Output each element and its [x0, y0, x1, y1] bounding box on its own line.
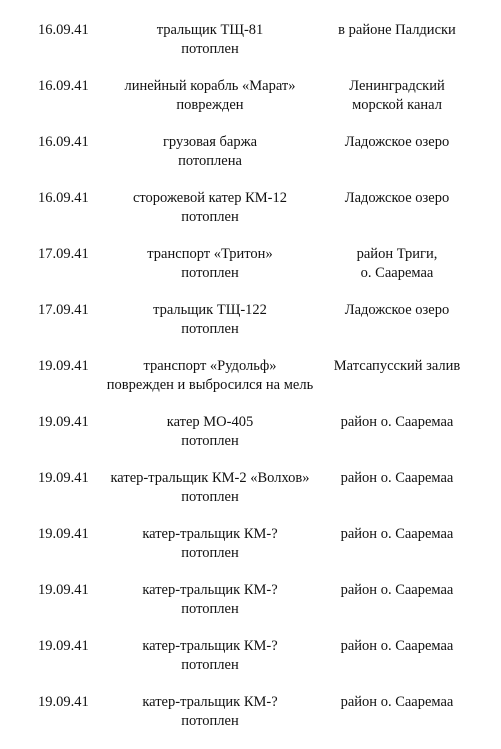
date-cell: 17.09.41: [38, 302, 89, 318]
event-cell: [90, 301, 330, 339]
place-cell: [322, 301, 472, 320]
table-row: [0, 189, 501, 245]
event-line: катер-тральщик КМ-?: [142, 694, 278, 710]
date-cell: 16.09.41: [38, 78, 89, 94]
table-row: [0, 357, 501, 413]
place-cell: [322, 133, 472, 152]
date-cell: 17.09.41: [38, 246, 89, 262]
event-cell: [90, 525, 330, 563]
date-cell: 19.09.41: [38, 582, 89, 598]
place-line: Ладожское озеро: [344, 302, 450, 318]
place-cell: [322, 413, 472, 432]
place-line: Ладожское озеро: [344, 134, 450, 150]
event-cell: [90, 77, 330, 115]
date-cell: 16.09.41: [38, 134, 89, 150]
place-line: район о. Сааремаа: [340, 470, 454, 486]
place-cell: [322, 357, 472, 376]
event-line: линейный корабль «Марат»: [124, 78, 296, 94]
table-row: [0, 469, 501, 525]
event-line: катер МО-405: [166, 414, 254, 430]
event-line: потоплена: [178, 153, 242, 169]
event-line: тральщик ТЩ-81: [156, 22, 264, 38]
event-line: потоплен: [181, 41, 239, 57]
place-cell: [322, 637, 472, 656]
place-line: Ладожское озеро: [344, 190, 450, 206]
date-cell: 19.09.41: [38, 414, 89, 430]
date-cell: 16.09.41: [38, 22, 89, 38]
event-line: потоплен: [181, 657, 239, 673]
event-line: катер-тральщик КМ-2 «Волхов»: [110, 470, 310, 486]
place-line: морской канал: [352, 97, 442, 113]
losses-table: [0, 21, 501, 749]
event-cell: [90, 637, 330, 675]
event-line: транспорт «Тритон»: [147, 246, 273, 262]
event-cell: [90, 357, 330, 395]
event-line: тральщик ТЩ-122: [153, 302, 267, 318]
event-line: грузовая баржа: [162, 134, 258, 150]
table-row: [0, 301, 501, 357]
table-row: [0, 77, 501, 133]
place-line: в районе Палдиски: [338, 22, 456, 38]
event-cell: [90, 693, 330, 731]
event-line: поврежден: [176, 97, 244, 113]
table-row: [0, 21, 501, 77]
event-line: потоплен: [181, 209, 239, 225]
place-cell: [322, 21, 472, 40]
date-cell: 16.09.41: [38, 190, 89, 206]
event-cell: [90, 189, 330, 227]
event-line: потоплен: [181, 713, 239, 729]
date-cell: 19.09.41: [38, 638, 89, 654]
place-line: район Триги,: [356, 246, 438, 262]
place-line: район о. Сааремаа: [340, 582, 454, 598]
table-row: [0, 245, 501, 301]
place-line: район о. Сааремаа: [340, 414, 454, 430]
place-line: район о. Сааремаа: [340, 694, 454, 710]
table-row: [0, 413, 501, 469]
event-line: катер-тральщик КМ-?: [142, 638, 278, 654]
place-line: Матсапусский залив: [333, 358, 461, 374]
event-line: сторожевой катер КМ-12: [132, 190, 288, 206]
table-row: [0, 525, 501, 581]
event-line: потоплен: [181, 489, 239, 505]
place-line: Ленинградский: [349, 78, 445, 94]
event-cell: [90, 581, 330, 619]
place-line: район о. Сааремаа: [340, 638, 454, 654]
place-cell: [322, 189, 472, 208]
event-line: поврежден и выбросился на мель: [106, 377, 314, 393]
place-line: район о. Сааремаа: [340, 526, 454, 542]
place-cell: [322, 77, 472, 115]
place-cell: [322, 469, 472, 488]
event-line: потоплен: [181, 601, 239, 617]
table-row: [0, 133, 501, 189]
event-cell: [90, 413, 330, 451]
event-cell: [90, 245, 330, 283]
date-cell: 19.09.41: [38, 526, 89, 542]
place-cell: [322, 245, 472, 283]
event-cell: [90, 21, 330, 59]
date-cell: 19.09.41: [38, 470, 89, 486]
event-line: катер-тральщик КМ-?: [142, 582, 278, 598]
date-cell: 19.09.41: [38, 694, 89, 710]
place-cell: [322, 525, 472, 544]
date-cell: 19.09.41: [38, 358, 89, 374]
event-cell: [90, 133, 330, 171]
place-cell: [322, 581, 472, 600]
table-row: [0, 693, 501, 749]
event-line: потоплен: [181, 265, 239, 281]
event-line: транспорт «Рудольф»: [143, 358, 277, 374]
event-line: потоплен: [181, 433, 239, 449]
event-line: потоплен: [181, 545, 239, 561]
event-line: потоплен: [181, 321, 239, 337]
table-row: [0, 581, 501, 637]
event-line: катер-тральщик КМ-?: [142, 526, 278, 542]
table-row: [0, 637, 501, 693]
place-line: о. Сааремаа: [360, 265, 434, 281]
place-cell: [322, 693, 472, 712]
event-cell: [90, 469, 330, 507]
